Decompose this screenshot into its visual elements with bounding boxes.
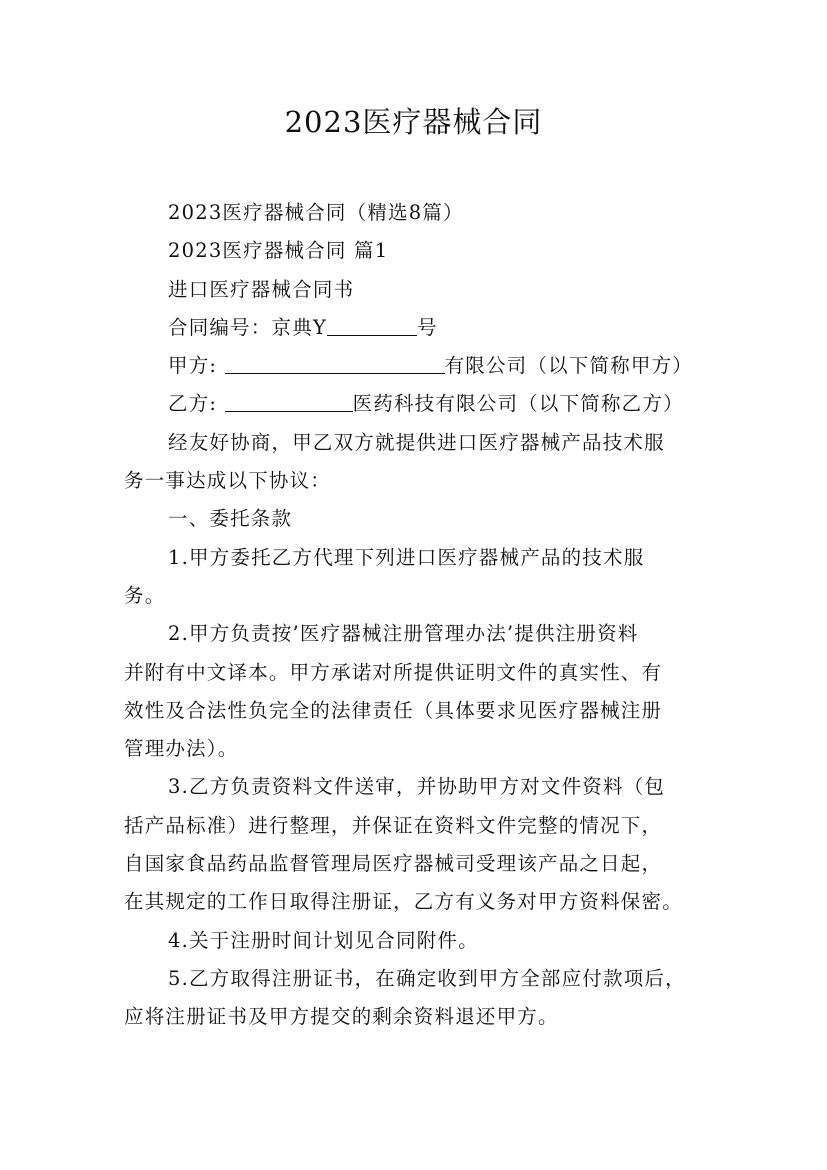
party-b-suffix: 医药科技有限公司（以下简称乙方）	[352, 392, 684, 416]
subtitle-line: 2023医疗器械合同（精选8篇）	[168, 201, 464, 224]
paragraph-line: 务一事达成以下协议：	[124, 469, 332, 493]
party-a-line	[124, 347, 708, 385]
document-body	[124, 194, 708, 1037]
contract-number-label: 合同编号：京典Y	[168, 315, 327, 339]
party-a-suffix: 有限公司（以下简称甲方）	[444, 354, 693, 378]
paragraph-line: 并附有中文译本。甲方承诺对所提供证明文件的真实性、有	[124, 660, 663, 684]
part-heading: 2023医疗器械合同 篇1	[168, 239, 389, 263]
paragraph-line: 管理办法）。	[124, 737, 239, 761]
paragraph-line: 2.甲方负责按’医疗器械注册管理办法’提供注册资料	[168, 622, 639, 646]
contract-number-blank	[327, 313, 417, 336]
paragraph-line: 3.乙方负责资料文件送审，并协助甲方对文件资料（包	[168, 775, 666, 799]
party-a-label: 甲方:	[168, 354, 218, 378]
paragraph-line: 括产品标准）进行整理，并保证在资料文件完整的情况下，	[124, 813, 663, 837]
paragraph-line: 自国家食品药品监督管理局医疗器械司受理该产品之日起，	[124, 852, 663, 876]
party-b-line	[124, 385, 708, 423]
contract-name: 进口医疗器械合同书	[168, 277, 355, 301]
contract-number-suffix: 号	[416, 315, 438, 339]
paragraph-line: 经友好协商，甲乙双方就提供进口医疗器械产品技术服	[168, 430, 665, 454]
document-title: 2023医疗器械合同	[284, 105, 543, 139]
party-b-blank	[225, 389, 353, 412]
party-a-blank	[225, 351, 445, 374]
paragraph-line: 务。	[124, 583, 166, 607]
party-b-label: 乙方:	[168, 392, 218, 416]
paragraph-line: 在其规定的工作日取得注册证，乙方有义务对甲方资料保密。	[124, 890, 683, 914]
section-heading: 一、委托条款	[168, 507, 293, 531]
paragraph-line: 5.乙方取得注册证书，在确定收到甲方全部应付款项后，	[168, 966, 686, 990]
paragraph-line: 应将注册证书及甲方提交的剩余资料退还甲方。	[124, 1005, 559, 1029]
paragraph-line: 1.甲方委托乙方代理下列进口医疗器械产品的技术服	[168, 545, 645, 569]
paragraph-line: 4.关于注册时间计划见合同附件。	[168, 928, 479, 952]
contract-number-line	[124, 309, 708, 347]
paragraph-line: 效性及合法性负完全的法律责任（具体要求见医疗器械注册	[124, 698, 663, 722]
